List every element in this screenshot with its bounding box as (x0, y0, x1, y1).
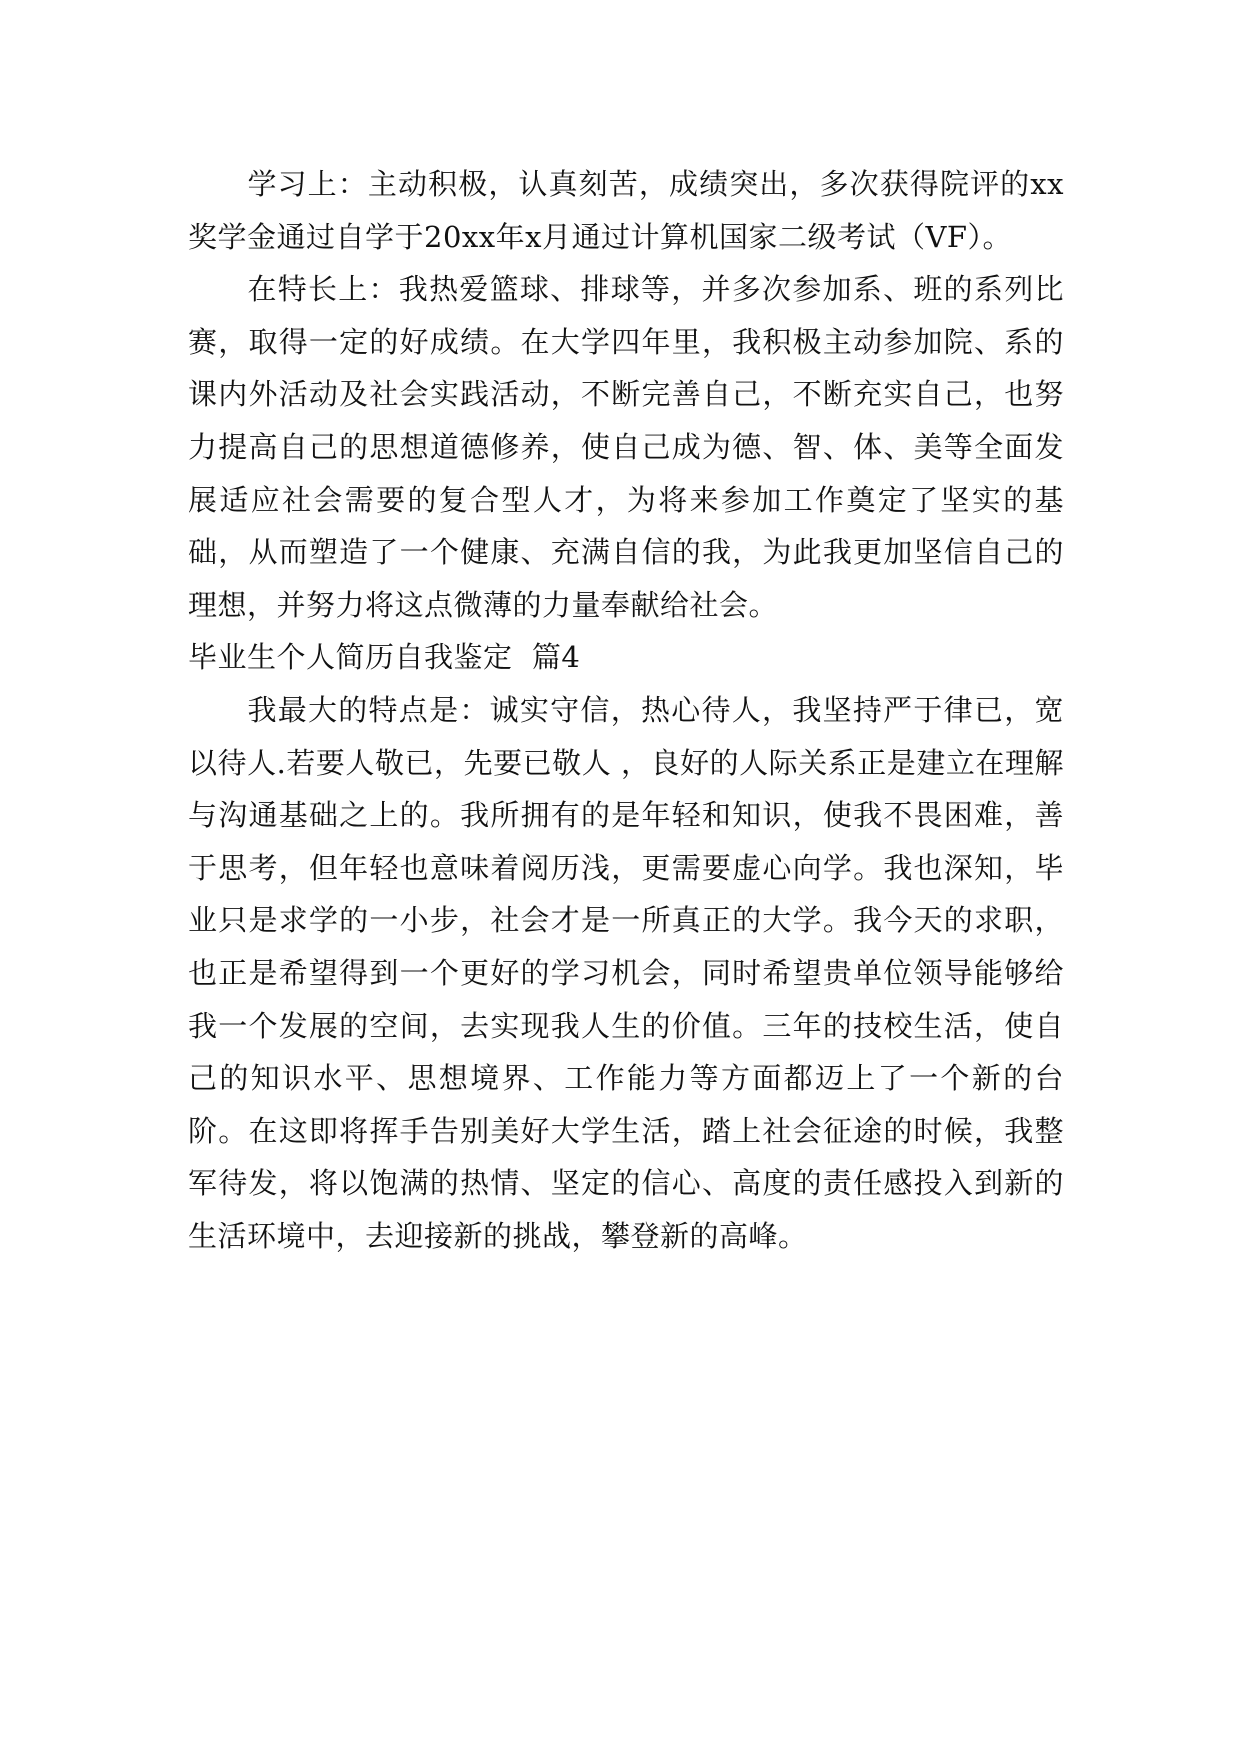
paragraph-specialty: 在特长上：我热爱篮球、排球等，并多次参加系、班的系列比赛，取得一定的好成绩。在大学四年里，我积极主动参加院、系的课内外活动及社会实践活动，不断完善自己，不断充实自己，也努力提高自己的思想道德修养，使自己成为德、智、体、美等全面发展适应社会需要的复合型人才，为将来参加工作奠定了坚实的基础，从而塑造了一个健康、充满自信的我，为此我更加坚信自己的理想，并努力将这点微薄的力量奉献给社会。 (188, 272, 1064, 622)
paragraph-study: 学习上：主动积极，认真刻苦，成绩突出，多次获得院评的xx奖学金通过自学于20xx年x月通过计算机国家二级考试（VF）。 (188, 167, 1064, 254)
section-heading: 毕业生个人简历自我鉴定 篇4 (188, 640, 581, 675)
paragraph-characteristics: 我最大的特点是：诚实守信，热心待人，我坚持严于律已，宽以待人.若要人敬已，先要已敬人 ，良好的人际关系正是建立在理解与沟通基础之上的。我所拥有的是年轻和知识，使我不畏困难，善于思考，但年轻也意味着阅历浅，更需要虚心向学。我也深知，毕业只是求学的一小步，社会才是一所真正的大学。我今天的求职，也正是希望得到一个更好的学习机会，同时希望贵单位领导能够给我一个发展的空间，去实现我人生的价值。三年的技校生活，使自己的知识水平、思想境界、工作能力等方面都迈上了一个新的台阶。在这即将挥手告别美好大学生活，踏上社会征途的时候，我整军待发，将以饱满的热情、坚定的信心、高度的责任感投入到新的生活环境中，去迎接新的挑战，攀登新的高峰。 (188, 692, 1064, 1253)
document-body (188, 158, 1064, 1262)
